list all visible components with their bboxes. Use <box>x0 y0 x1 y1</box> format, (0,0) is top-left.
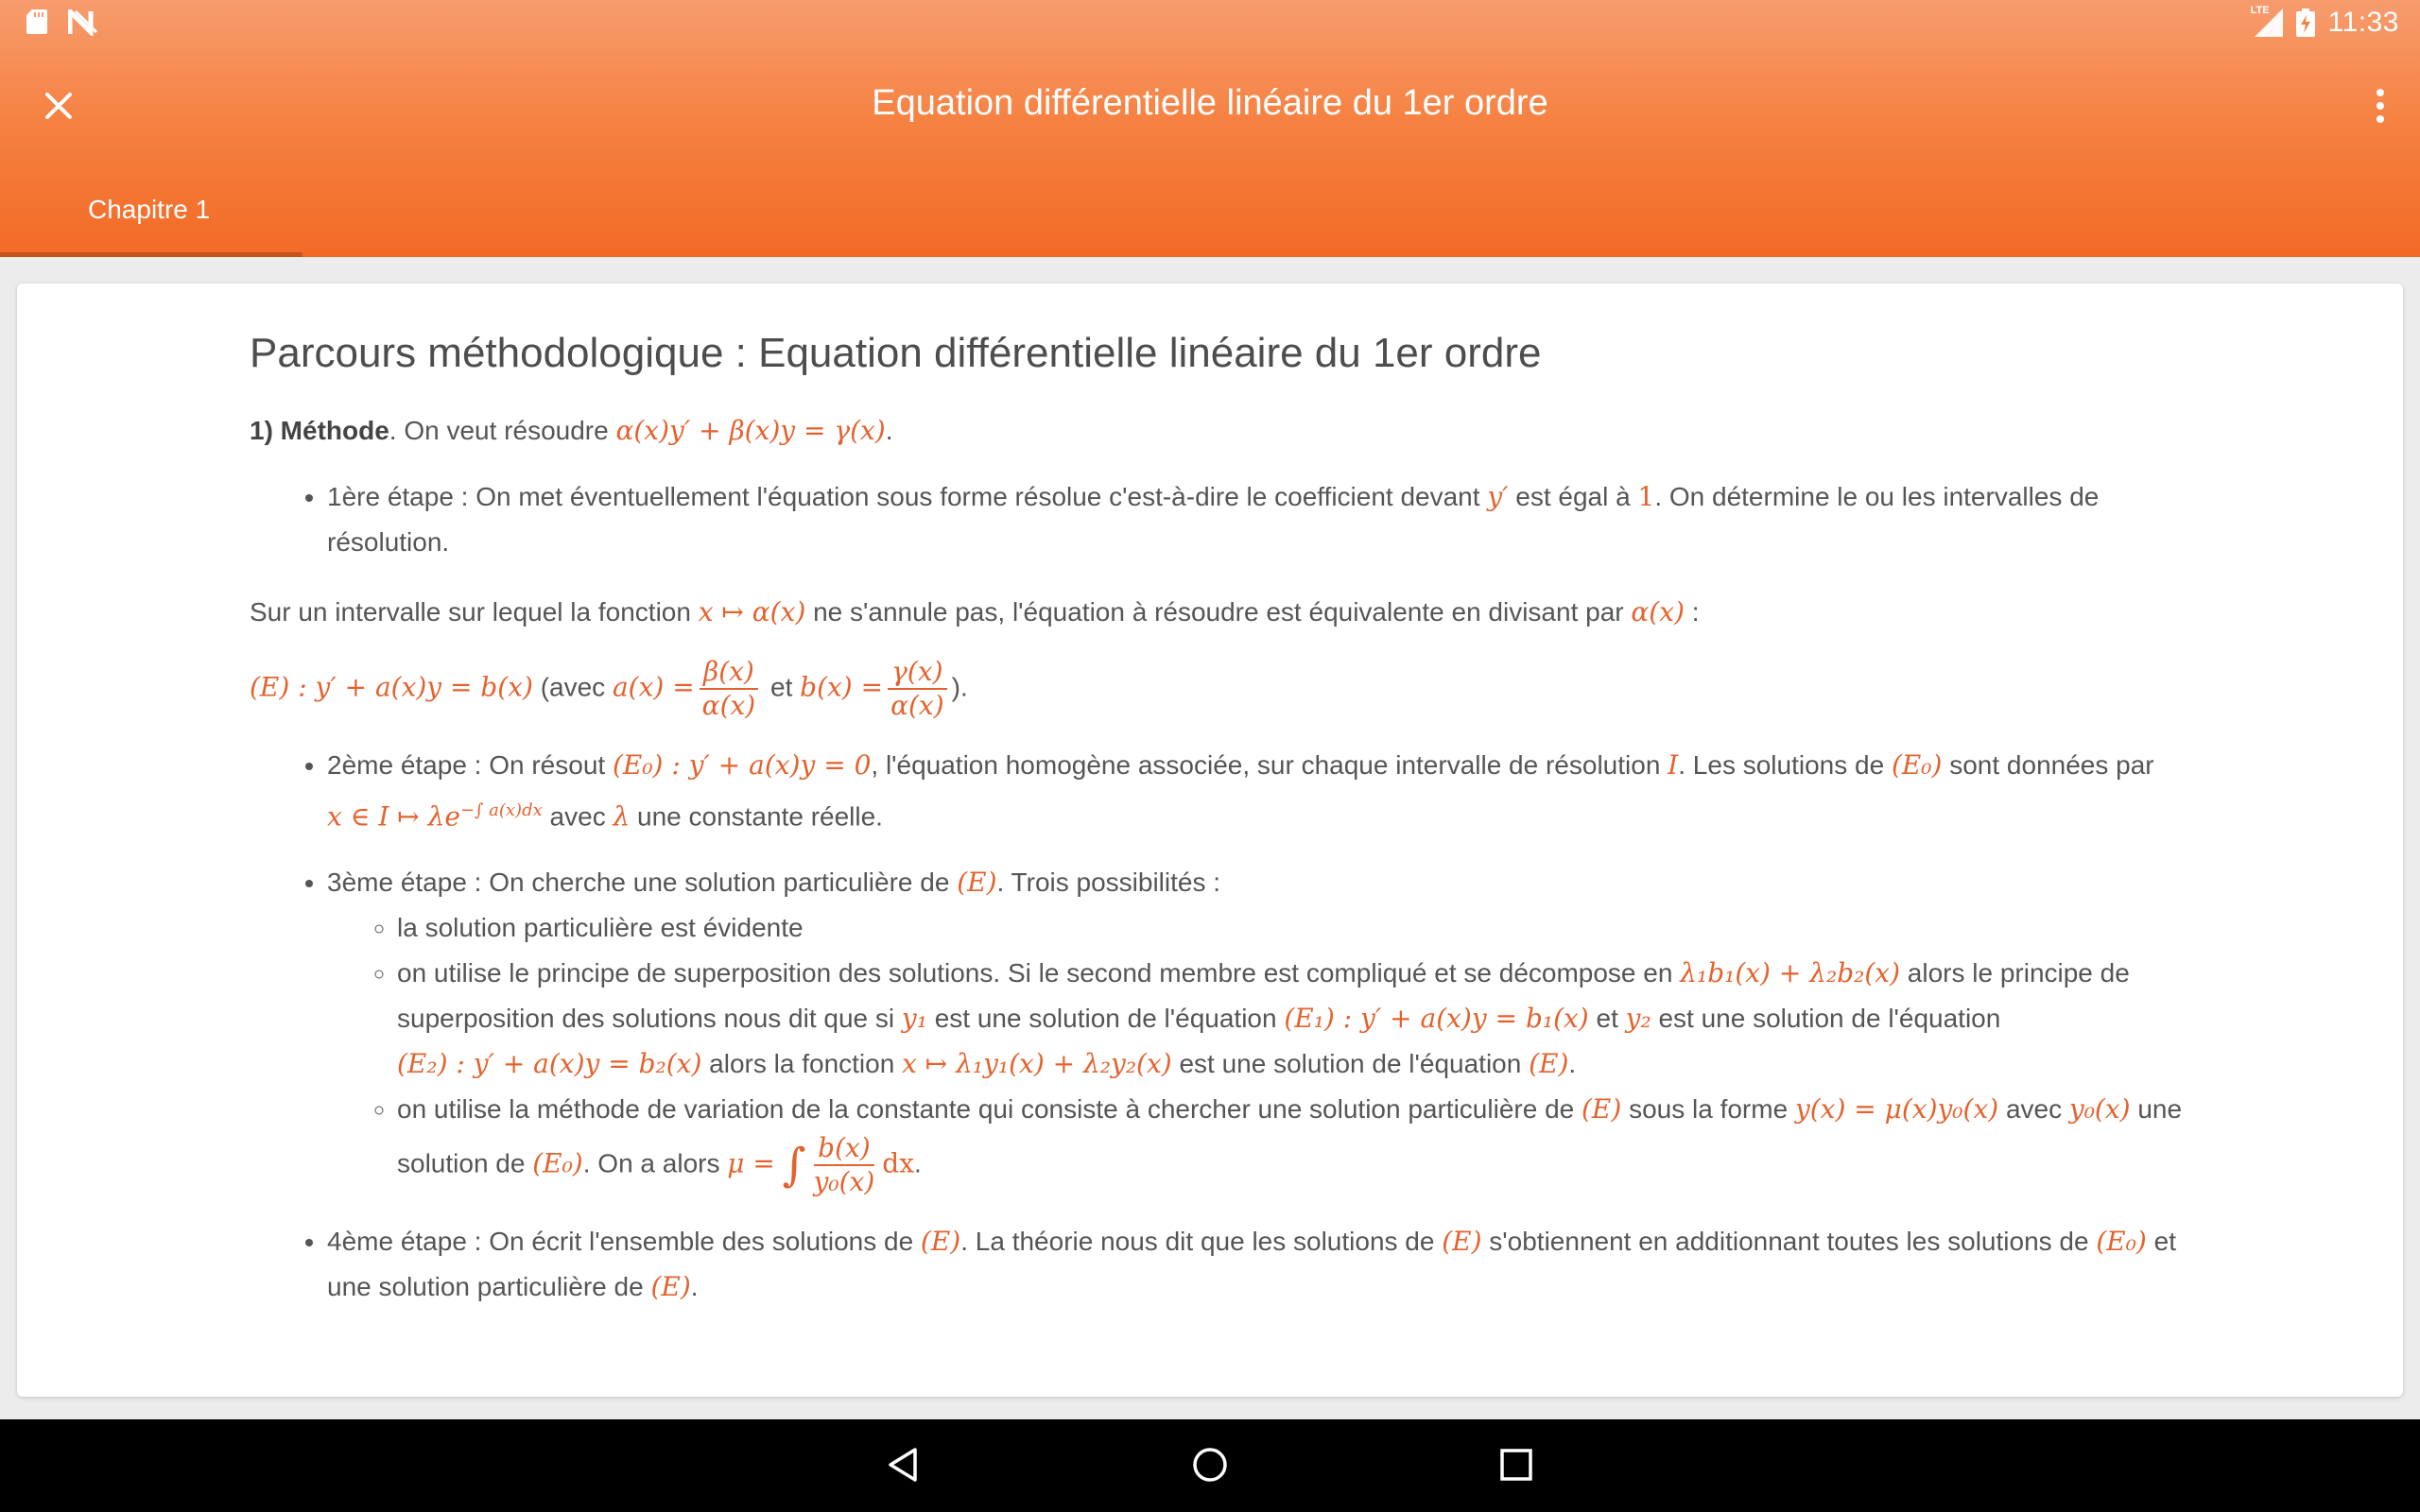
signal-icon <box>2250 5 2283 37</box>
steps-list-2 <box>250 743 2197 1310</box>
math: (E₀) <box>1891 749 1943 781</box>
tab-chapitre-1[interactable] <box>0 166 302 257</box>
step-2 <box>327 743 2197 839</box>
n-notification-icon <box>68 9 98 36</box>
math: y₁ <box>901 1003 927 1035</box>
text: on utilise la méthode de variation de la constante qui consiste à chercher une solution particulière de <box>397 1094 1582 1125</box>
math: x ↦ α(x) <box>698 596 806 627</box>
math: 1 <box>1637 481 1655 512</box>
math: α(x) <box>1631 596 1685 627</box>
math: λ <box>613 800 631 833</box>
text: ). <box>951 672 968 702</box>
math: (E) <box>1582 1093 1622 1125</box>
text: est une solution de l'équation <box>1171 1049 1530 1079</box>
text: Sur un intervalle sur lequel la fonction <box>250 597 699 627</box>
text: . Trois possibilités : <box>996 868 1221 898</box>
text: . <box>1568 1049 1577 1079</box>
text: , l'équation homogène associée, sur chaque intervalle de résolution <box>871 750 1668 780</box>
numerator: β(x) <box>700 656 758 690</box>
denominator: y₀(x) <box>813 1166 875 1198</box>
article-title: Parcours méthodologique : Equation différentielle linéaire du 1er ordre <box>250 330 1542 376</box>
math: μ = <box>727 1147 775 1179</box>
sd-card-icon <box>26 9 47 34</box>
content-card[interactable] <box>17 284 2403 1397</box>
math: (E₀) : y′ + a(x)y = 0 <box>612 749 872 781</box>
text: est une solution de l'équation <box>926 1004 1285 1034</box>
math: x ∈ I ↦ λe <box>327 800 460 833</box>
text: une solution de <box>397 1094 2183 1178</box>
possibility-1: ◦ la solution particulière est évidente <box>397 905 2197 951</box>
page-title: Equation différentielle linéaire du 1er ordre <box>872 83 1548 123</box>
network-type-label: LTE <box>2250 5 2270 16</box>
denominator: α(x) <box>701 690 756 721</box>
text: . La théorie nous dit que les solutions de <box>960 1227 1443 1257</box>
method-label: 1) Méthode <box>250 416 389 445</box>
math: (E₁) : y′ + a(x)y = b₁(x) <box>1284 1003 1589 1035</box>
math: I <box>1668 749 1679 781</box>
battery-charging-icon <box>2296 9 2315 37</box>
article-content <box>250 284 2197 1310</box>
math: (E) <box>1442 1226 1482 1258</box>
text: avec <box>542 801 614 832</box>
math: y₂ <box>1625 1003 1651 1035</box>
tab-indicator <box>0 252 302 257</box>
math: (E) : y′ + a(x)y = b(x) <box>250 671 533 703</box>
math: x ↦ λ₁y₁(x) + λ₂y₂(x) <box>902 1048 1172 1080</box>
math: b(x) = <box>800 671 884 703</box>
text: : <box>1684 597 1700 627</box>
math: (E₀) <box>532 1147 583 1179</box>
math: (E₀) <box>2096 1226 2147 1258</box>
step-3 <box>327 860 2197 1198</box>
interval-paragraph <box>250 590 2197 635</box>
text: s'obtiennent en additionnant toutes les solutions de <box>1481 1227 2097 1257</box>
numerator: γ(x) <box>888 656 946 690</box>
math: a(x) = <box>612 671 695 703</box>
navigation-bar <box>0 1419 2420 1512</box>
text: . On détermine le ou les intervalles de résolution. <box>327 482 2100 557</box>
text: 1ère étape : On met éventuellement l'équation sous forme résolue c'est-à-dire le coefficient devant <box>327 482 1488 511</box>
text: et <box>1588 1004 1626 1034</box>
text: alors la fonction <box>701 1049 903 1079</box>
math: (E) <box>1529 1048 1569 1080</box>
text: alors le principe de superposition des solutions nous dit que si <box>397 958 2130 1034</box>
text: (avec <box>532 672 613 702</box>
fraction <box>699 656 760 722</box>
home-icon[interactable] <box>1191 1446 1229 1484</box>
math: y′ <box>1487 481 1509 512</box>
possibility-3 <box>397 1087 2197 1198</box>
math: λ₁b₁(x) + λ₂b₂(x) <box>1680 957 1900 989</box>
math: (E) <box>650 1271 691 1303</box>
math: (E₂) : y′ + a(x)y = b₂(x) <box>397 1048 702 1080</box>
text: ne s'annule pas, l'équation à résoudre est équivalente en divisant par <box>805 597 1632 627</box>
text: sous la forme <box>1621 1094 1795 1125</box>
possibility-2 <box>397 951 2197 1087</box>
numerator: b(x) <box>814 1132 874 1166</box>
toolbar <box>0 45 2420 166</box>
back-icon[interactable] <box>885 1446 923 1484</box>
equation-paragraph <box>250 656 2197 722</box>
denominator: α(x) <box>890 690 944 721</box>
method-text: . On veut résoudre <box>389 416 616 445</box>
math: α(x)y′ + β(x)y = γ(x) <box>615 415 886 446</box>
text: . <box>914 1148 922 1178</box>
tab-label: Chapitre 1 <box>88 195 211 224</box>
math: y₀(x) <box>2068 1093 2131 1125</box>
steps-list-1 <box>250 474 2197 565</box>
step-4 <box>327 1219 2197 1310</box>
math: dx <box>882 1147 915 1179</box>
app-bar <box>0 0 2420 257</box>
text: avec <box>1998 1094 2069 1125</box>
step-1 <box>327 474 2197 565</box>
text: et une solution particulière de <box>327 1227 2176 1302</box>
status-icons <box>2251 6 2399 40</box>
fraction <box>810 1132 879 1198</box>
text: . On a alors <box>582 1148 728 1178</box>
text: et <box>763 672 801 702</box>
text: 4ème étape : On écrit l'ensemble des solutions de <box>327 1227 921 1257</box>
tab-bar <box>0 166 2420 257</box>
status-clock: 11:33 <box>2327 7 2399 38</box>
math: y(x) = μ(x)y₀(x) <box>1794 1093 1999 1125</box>
fraction <box>887 656 948 722</box>
text: est une solution de l'équation <box>1651 1004 2001 1034</box>
text: . Les solutions de <box>1678 750 1892 780</box>
math: (E) <box>957 867 997 899</box>
text: on utilise le principe de superposition des solutions. Si le second membre est compliqué et se décompose en <box>397 958 1681 988</box>
integral-sign: ∫ <box>782 1139 806 1193</box>
text: 3ème étape : On cherche une solution particulière de <box>327 868 958 898</box>
method-paragraph: 1) Méthode. On veut résoudre α(x)y′ + β(x)y = γ(x). <box>250 415 893 446</box>
math-exponent: −∫ a(x)dx <box>459 800 543 820</box>
more-vert-icon[interactable] <box>2344 79 2401 132</box>
recents-icon[interactable] <box>1497 1446 1535 1484</box>
text: une constante réelle. <box>630 801 883 832</box>
text: . <box>690 1272 699 1302</box>
text: 2ème étape : On résout <box>327 750 613 780</box>
text: sont données par <box>1942 750 2154 780</box>
possibilities-list <box>327 905 2197 1198</box>
status-bar <box>0 0 2420 45</box>
math: (E) <box>920 1226 961 1258</box>
text: est égal à <box>1508 482 1638 511</box>
